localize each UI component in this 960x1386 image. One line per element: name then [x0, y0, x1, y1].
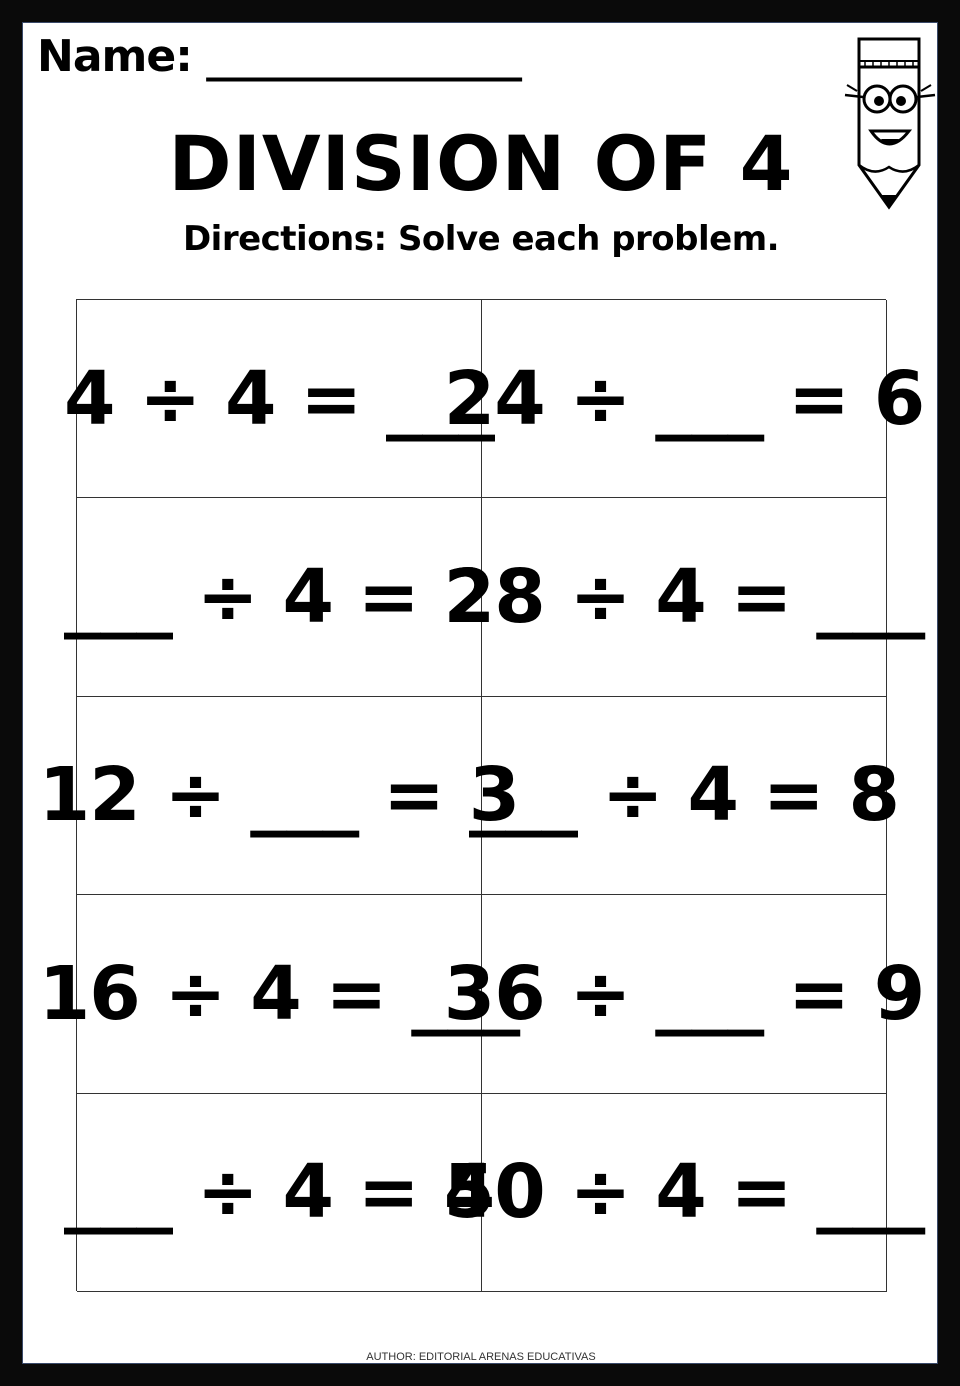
problem-cell: 16 ÷ 4 = ___: [77, 895, 482, 1093]
problem-cell: 28 ÷ 4 = ___: [482, 498, 887, 696]
problem-grid: [38, 299, 925, 1291]
problem-cell: 36 ÷ ___ = 9: [482, 895, 887, 1093]
page-title: DIVISION OF 4: [168, 119, 794, 208]
name-field-label: Name: _______________: [37, 31, 522, 82]
directions-text: Directions: Solve each problem.: [182, 219, 780, 259]
worksheet: [22, 22, 938, 1364]
problem-cell: ___ ÷ 4 = 2: [77, 498, 482, 696]
author-credit: AUTHOR: EDITORIAL ARENAS EDUCATIVAS: [366, 1351, 596, 1363]
problem-cell: 12 ÷ ___ = 3: [77, 697, 482, 895]
problem-cell: 40 ÷ 4 = ___: [482, 1094, 887, 1292]
problem-cell: ___ ÷ 4 = 8: [482, 697, 887, 895]
problem-cell: ___ ÷ 4 = 5: [77, 1094, 482, 1292]
problem-cell: 24 ÷ ___ = 6: [482, 300, 887, 498]
problem-cell: 4 ÷ 4 = ___: [77, 300, 482, 498]
